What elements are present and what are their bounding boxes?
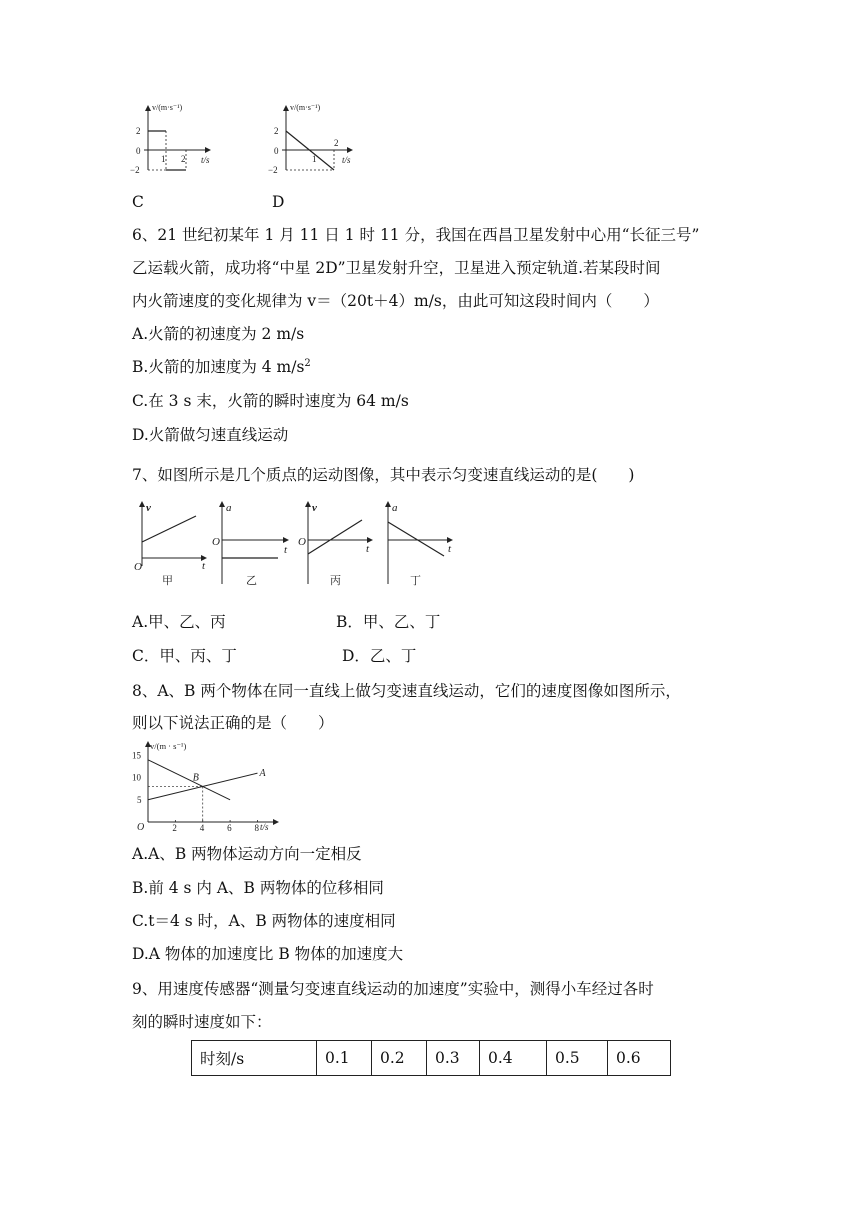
table-cell: 0.5 <box>547 1041 608 1076</box>
bing-xaxis: t <box>366 543 370 555</box>
table-cell: 0.2 <box>372 1041 427 1076</box>
table-cell: 0.3 <box>427 1041 480 1076</box>
q9-line2: 刻的瞬时速度如下： <box>132 1013 272 1031</box>
d-xtick-1: 1 <box>312 154 317 164</box>
q8-series-label-a: A <box>259 768 266 780</box>
ding-xaxis: t <box>448 543 452 555</box>
q8-line1: 8、A、B 两个物体在同一直线上做匀变速直线运动，它们的速度图像如图所示， <box>132 682 681 700</box>
d-ylabel: v/(m·s⁻¹) <box>290 103 321 112</box>
q6-option-b-sup: 2 <box>304 357 311 369</box>
q6-option-b-text: B.火箭的加速度为 4 m/s <box>132 358 305 376</box>
graph-c <box>128 100 228 180</box>
q8-option-d: D.A 物体的加速度比 B 物体的加速度大 <box>132 945 404 963</box>
q8-velocity-chart <box>128 736 288 836</box>
jia-caption: 甲 <box>162 575 173 587</box>
q7-stem: 7、如图所示是几个质点的运动图像，其中表示匀变速直线运动的是( ) <box>132 466 635 484</box>
yi-origin: O <box>212 536 220 548</box>
yi-yaxis: a <box>226 502 232 514</box>
graph-d <box>268 100 368 180</box>
c-ytick-2: 2 <box>136 126 141 136</box>
q8-xlabel: t/s <box>260 822 269 832</box>
graph-ding <box>388 502 452 587</box>
bing-caption: 丙 <box>330 575 341 587</box>
q8-xtick-label: 8 <box>254 823 259 833</box>
table-cell: 0.1 <box>317 1041 372 1076</box>
d-xlabel: t/s <box>342 155 351 165</box>
table-row <box>192 1041 671 1076</box>
q8-xtick-label: 4 <box>199 823 205 833</box>
d-ytick-0: 0 <box>274 146 279 156</box>
c-xtick-2: 2 <box>181 154 186 164</box>
graph-jia <box>134 502 206 587</box>
graph-bing <box>298 502 372 587</box>
table-cell: 0.4 <box>480 1041 547 1076</box>
jia-origin: O <box>134 561 142 573</box>
q8-ylabel: v/(m · s⁻¹) <box>150 741 187 751</box>
q8-line2: 则以下说法正确的是（ ） <box>132 714 334 732</box>
q6-option-d: D.火箭做匀速直线运动 <box>132 426 289 444</box>
label-d: D <box>272 193 285 211</box>
q6-option-c: C.在 3 s 末，火箭的瞬时速度为 64 m/s <box>132 392 409 410</box>
d-xtick-2: 2 <box>334 138 339 148</box>
q8-intersection-label: B <box>192 772 199 784</box>
q6-option-b <box>132 357 311 377</box>
q7-option-c: C．甲、丙、丁 <box>132 647 237 665</box>
q6-line3: 内火箭速度的变化规律为 v＝（20t＋4）m/s，由此可知这段时间内（ ） <box>132 292 659 310</box>
q8-ytick-label: 5 <box>137 794 142 805</box>
q6-line1: 6、21 世纪初某年 1 月 11 日 1 时 11 分，我国在西昌卫星发射中心用“长征三号” <box>132 226 700 244</box>
c-xlabel: t/s <box>201 155 210 165</box>
q7-option-d: D．乙、丁 <box>342 647 417 665</box>
q9-line1: 9、用速度传感器“测量匀变速直线运动的加速度”实验中，测得小车经过各时 <box>132 980 654 998</box>
data-table <box>191 1040 671 1076</box>
q6-option-a: A.火箭的初速度为 2 m/s <box>132 325 305 343</box>
jia-xaxis: t <box>202 560 206 572</box>
q6-line2: 乙运载火箭，成功将“中星 2D”卫星发射升空，卫星进入预定轨道.若某段时间 <box>132 259 661 277</box>
q8-xtick-label: 6 <box>227 823 232 833</box>
c-xtick-1: 1 <box>161 154 166 164</box>
q8-ytick-label: 10 <box>132 772 141 783</box>
bing-origin: O <box>298 536 306 548</box>
bing-yaxis: v <box>312 502 317 514</box>
ding-caption: 丁 <box>410 575 421 587</box>
c-ytick-neg2: −2 <box>130 165 140 175</box>
yi-caption: 乙 <box>246 575 257 587</box>
label-c: C <box>132 193 144 211</box>
q7-option-a: A.甲、乙、丙 <box>132 613 226 631</box>
yi-xaxis: t <box>284 544 288 556</box>
q8-option-b: B.前 4 s 内 A、B 两物体的位移相同 <box>132 879 384 897</box>
q8-xtick-label: 2 <box>172 823 177 833</box>
d-ytick-2: 2 <box>274 126 279 136</box>
q8-ytick-label: 15 <box>132 750 141 761</box>
c-ytick-0: 0 <box>136 146 141 156</box>
q7-option-b: B．甲、乙、丁 <box>336 613 441 631</box>
ding-yaxis: a <box>392 502 398 514</box>
q8-option-a: A.A、B 两物体运动方向一定相反 <box>132 845 362 863</box>
jia-yaxis: v <box>146 502 151 514</box>
q8-origin: O <box>137 822 145 833</box>
table-header-cell: 时刻/s <box>192 1041 317 1076</box>
d-ytick-neg2: −2 <box>268 165 278 175</box>
q8-option-c: C.t＝4 s 时，A、B 两物体的速度相同 <box>132 912 396 930</box>
c-ylabel: v/(m·s⁻¹) <box>152 103 183 112</box>
q8-series-line-b <box>148 760 230 800</box>
table-cell: 0.6 <box>608 1041 671 1076</box>
graph-yi <box>212 502 288 587</box>
q7-graphs <box>126 496 466 592</box>
